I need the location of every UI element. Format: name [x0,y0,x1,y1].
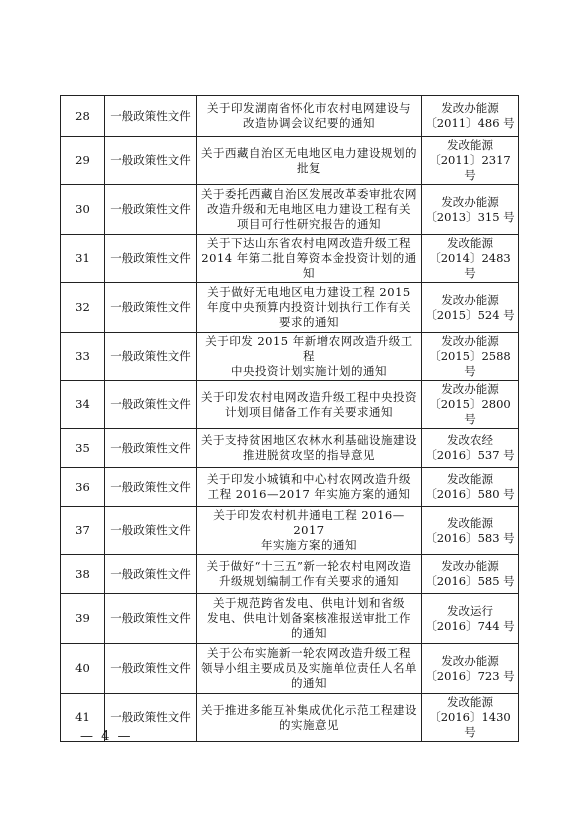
document-title-line: 发电、供电计划备案核准报送审批工作 [207,611,411,625]
page-number: — 4 — [80,729,133,744]
document-title-line: 工程 2016—2017 年实施方案的通知 [207,487,411,501]
table-row [61,381,519,429]
row-number: 38 [61,555,105,594]
row-number: 28 [61,96,105,137]
document-title-line: 关于做好“十三五”新一轮农村电网改造 [206,559,412,573]
document-title [197,235,422,283]
document-number [422,468,519,507]
document-title-line: 的通知 [291,626,327,640]
document-title-line: 关于下达山东省农村电网改造升级工程 [207,236,411,250]
document-number [422,333,519,381]
document-number-line: 〔2013〕315 号 [425,209,515,224]
table-row [61,283,519,333]
document-title-line: 项目可行性研究报告的通知 [237,217,381,231]
table-row [61,644,519,694]
document-category: 一般政策性文件 [105,644,197,694]
document-title [197,96,422,137]
document-title [197,694,422,742]
document-number-line: 发改办能源 [441,101,499,115]
table-row [61,429,519,468]
table-row [61,185,519,235]
document-category: 一般政策性文件 [105,594,197,644]
document-number [422,594,519,644]
row-number: 34 [61,381,105,429]
document-number-line: 发改办能源 [441,334,499,348]
row-number: 39 [61,594,105,644]
document-number-line: 发改能源 [447,138,493,152]
document-number-line: 〔2015〕2800 号 [429,397,511,426]
document-title-line: 批复 [297,160,321,175]
document-number [422,644,519,694]
document-title [197,594,422,644]
document-number [422,235,519,283]
document-category: 一般政策性文件 [105,96,197,137]
document-category: 一般政策性文件 [105,694,197,742]
document-number-line: 发改办能源 [441,559,499,573]
document-category: 一般政策性文件 [105,283,197,333]
document-number-line: 发改办能源 [441,292,499,307]
document-title-line: 要求的通知 [279,315,339,329]
document-category: 一般政策性文件 [105,429,197,468]
document-category: 一般政策性文件 [105,333,197,381]
document-title-line: 关于公布实施新一轮农网改造升级工程 [207,646,411,660]
row-number: 41 [61,694,105,742]
document-number-line: 〔2016〕585 号 [425,574,515,588]
row-number: 29 [61,137,105,185]
document-title-line: 改造升级和无电地区电力建设工程有关 [207,202,411,216]
document-number-line: 〔2011〕486 号 [425,116,515,130]
document-number [422,185,519,235]
row-number: 30 [61,185,105,235]
document-number-line: 〔2015〕524 号 [425,307,515,322]
document-number-line: 〔2016〕583 号 [425,530,515,545]
row-number: 31 [61,235,105,283]
table-row [61,468,519,507]
document-category: 一般政策性文件 [105,468,197,507]
document-title-line: 关于委托西藏自治区发展改革委审批农网 [201,187,417,201]
table-row [61,235,519,283]
table-row [61,507,519,555]
document-category: 一般政策性文件 [105,137,197,185]
document-title [197,644,422,694]
row-number: 33 [61,333,105,381]
table-row [61,555,519,594]
document-title-line: 关于支持贫困地区农林水利基础设施建设 [201,433,417,447]
document-title [197,333,422,381]
document-title-line: 年实施方案的通知 [261,538,357,552]
document-number-line: 〔2016〕744 号 [425,618,515,633]
document-number-line: 发改办能源 [441,382,499,396]
document-title-line: 中央投资计划实施计划的通知 [231,364,387,378]
document-number [422,507,519,555]
document-title-line: 2014 年第二批自筹资本金投资计划的通知 [201,251,417,280]
table-row [61,96,519,137]
document-title-line: 关于印发湖南省怀化市农村电网建设与 [207,101,411,115]
document-category: 一般政策性文件 [105,555,197,594]
document-number-line: 发改能源 [447,236,493,250]
document-title-line: 改造协调会议纪要的通知 [243,116,375,130]
document-number-line: 发改办能源 [441,194,499,209]
document-title [197,381,422,429]
table-body [61,96,519,742]
row-number: 35 [61,429,105,468]
document-title-line: 关于印发农村电网改造升级工程中央投资 [201,389,417,404]
document-number [422,555,519,594]
document-title [197,507,422,555]
document-title-line: 关于推进多能互补集成优化示范工程建设 [201,702,417,717]
table-row [61,333,519,381]
document-title-line: 升级规划编制工作有关要求的通知 [219,574,399,588]
document-number [422,283,519,333]
document-title [197,468,422,507]
document-number-line: 发改办能源 [441,653,499,668]
document-number-line: 〔2016〕723 号 [425,668,515,683]
document-title [197,137,422,185]
document-title-line: 关于印发小城镇和中心村农网改造升级 [207,472,411,486]
document-number [422,429,519,468]
document-number-line: 发改能源 [447,695,493,709]
document-title-line: 关于做好无电地区电力建设工程 2015 [207,285,411,299]
document-title-line: 领导小组主要成员及实施单位责任人名单 [201,661,417,675]
policy-document-table [60,95,519,742]
document-number [422,381,519,429]
document-number-line: 发改能源 [447,472,493,486]
row-number: 40 [61,644,105,694]
document-title-line: 关于西藏自治区无电地区电力建设规划的 [201,145,417,160]
document-category: 一般政策性文件 [105,381,197,429]
document-title [197,429,422,468]
document-number-line: 〔2016〕1430 号 [429,710,511,739]
table-row [61,137,519,185]
document-title-line: 推进脱贫攻坚的指导意见 [243,448,375,462]
document-number-line: 发改能源 [447,515,493,530]
document-number-line: 〔2015〕2588 号 [429,349,511,378]
document-number-line: 〔2016〕580 号 [425,487,515,501]
document-title [197,555,422,594]
document-title-line: 的实施意见 [279,717,339,732]
document-category: 一般政策性文件 [105,507,197,555]
document-title-line: 计划项目储备工作有关要求通知 [225,404,393,419]
document-number-line: 发改农经 [447,433,493,447]
table-row [61,594,519,644]
document-title-line: 关于印发农村机井通电工程 2016—2017 [213,508,405,537]
document-title-line: 的通知 [291,676,327,690]
document-number [422,137,519,185]
document-number-line: 〔2016〕537 号 [425,448,515,462]
document-category: 一般政策性文件 [105,185,197,235]
row-number: 32 [61,283,105,333]
document-title [197,185,422,235]
document-number-line: 发改运行 [447,603,493,618]
document-title-line: 关于印发 2015 年新增农网改造升级工程 [205,334,413,363]
row-number: 37 [61,507,105,555]
document-number [422,694,519,742]
document-number-line: 〔2014〕2483 号 [429,251,511,280]
document-title [197,283,422,333]
document-title-line: 关于规范跨省发电、供电计划和省级 [213,596,405,610]
row-number: 36 [61,468,105,507]
document-number-line: 〔2011〕2317 号 [429,153,511,182]
document-category: 一般政策性文件 [105,235,197,283]
document-number [422,96,519,137]
document-title-line: 年度中央预算内投资计划执行工作有关 [207,300,411,314]
